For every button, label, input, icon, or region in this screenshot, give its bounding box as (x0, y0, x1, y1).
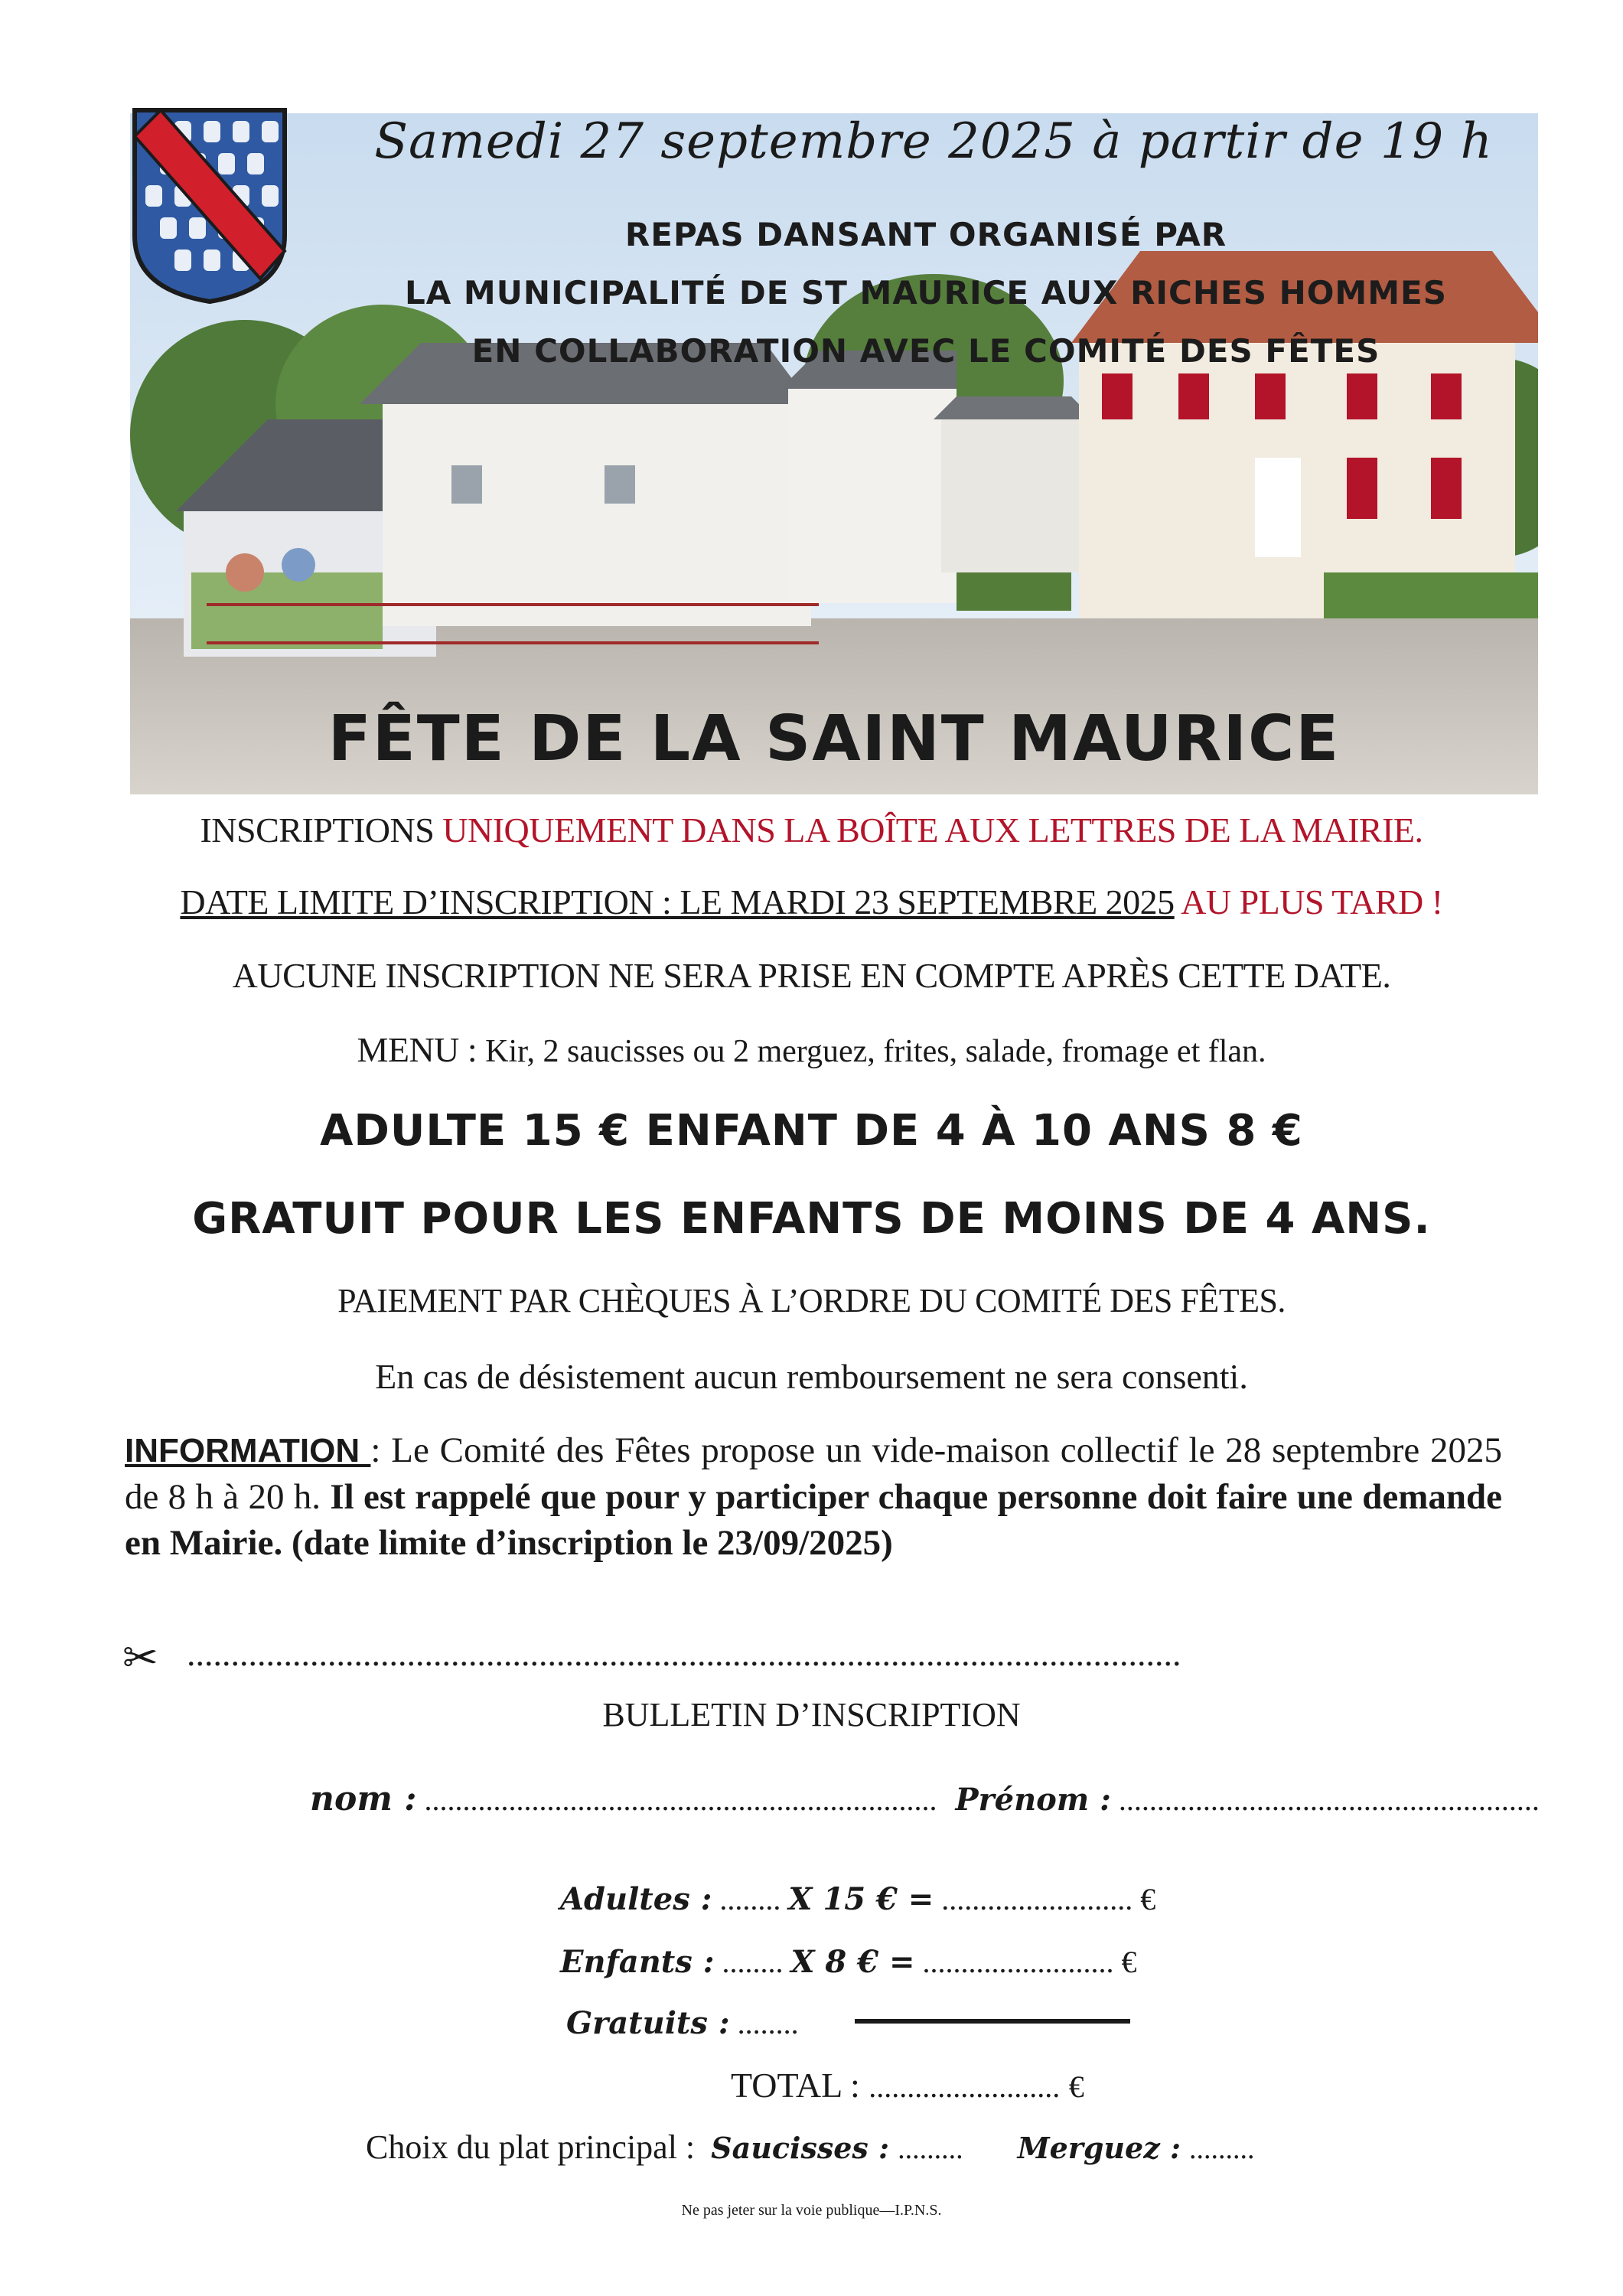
organizer-line-3: EN COLLABORATION AVEC LE COMITÉ DES FÊTES (471, 332, 1380, 370)
information-label: INFORMATION (125, 1432, 371, 1469)
enfants-count-field[interactable]: ........ (722, 1945, 784, 1979)
cut-line (122, 1633, 1530, 1687)
information-paragraph (125, 1427, 1502, 1566)
nom-label: nom : (310, 1779, 417, 1818)
event-date-heading: Samedi 27 septembre 2025 à partir de 19 h (374, 113, 1493, 170)
enfants-label: Enfants : (560, 1944, 715, 1980)
gratuits-row (566, 2005, 799, 2041)
payment-notice: PAIEMENT PAR CHÈQUES À L’ORDRE DU COMITÉ DES FÊTES. (337, 1282, 1286, 1319)
total-row (731, 2065, 1084, 2105)
deadline-text: DATE LIMITE D’INSCRIPTION : LE MARDI 23 SEPTEMBRE 2025 (180, 882, 1175, 921)
menu-line (0, 1029, 1623, 1070)
prenom-field[interactable]: ....................................................... (1118, 1782, 1540, 1817)
total-currency: € (1068, 2069, 1084, 2104)
menu-label: MENU : (357, 1030, 486, 1069)
event-title: FÊTE DE LA SAINT MAURICE (328, 703, 1341, 775)
saucisses-field[interactable]: ......... (898, 2133, 963, 2165)
adultes-multiplier: X 15 € = (788, 1881, 934, 1917)
saucisses-label: Saucisses : (711, 2131, 890, 2165)
adultes-label: Adultes : (560, 1881, 712, 1917)
deadline-highlight: AU PLUS TARD ! (1174, 882, 1443, 921)
gratuits-label: Gratuits : (566, 2005, 730, 2041)
gratuits-count-field[interactable]: ........ (737, 2006, 799, 2040)
merguez-label: Merguez : (1017, 2131, 1181, 2165)
main-dish-label: Choix du plat principal : (366, 2128, 696, 2166)
merguez-field[interactable]: ......... (1189, 2133, 1255, 2165)
adultes-count-field[interactable]: ........ (719, 1882, 781, 1916)
coat-of-arms-logo (130, 106, 289, 305)
information-text: Le Comité des Fêtes propose un vide-maison collectif le 28 septembre 2025 de 8 h à 20 h. (125, 1430, 1503, 1517)
name-row (310, 1779, 1540, 1818)
total-field[interactable]: ......................... (869, 2069, 1061, 2104)
nom-field[interactable]: ................................................................... (424, 1782, 937, 1817)
scissors-icon: ✂ (122, 1633, 158, 1683)
total-label: TOTAL : (731, 2066, 860, 2105)
deadline-notice (0, 882, 1623, 922)
footer-note: Ne pas jeter sur la voie publique—I.P.N.S. (681, 2202, 942, 2219)
inscriptions-highlight: UNIQUEMENT DANS LA BOÎTE AUX LETTRES DE LA MAIRIE. (442, 810, 1423, 850)
cut-dotted-line: ................................................................................................................. (187, 1634, 1181, 1673)
prenom-label: Prénom : (955, 1782, 1111, 1818)
no-registration-notice: AUCUNE INSCRIPTION NE SERA PRISE EN COMPTE APRÈS CETTE DATE. (232, 956, 1391, 995)
organizer-line-2: LA MUNICIPALITÉ DE ST MAURICE AUX RICHES HOMMES (405, 274, 1447, 311)
enfants-row (560, 1944, 1136, 1980)
adultes-result-field[interactable]: ......................... (941, 1882, 1133, 1916)
menu-items: Kir, 2 saucisses ou 2 merguez, frites, salade, fromage et flan. (485, 1034, 1266, 1069)
information-reminder: Il est rappelé que pour y participer chaque personne doit faire une demande en Mairie. (date limite d’inscription le 23/09/2025) (125, 1477, 1502, 1563)
enfants-currency: € (1121, 1945, 1137, 1979)
main-dish-row (366, 2128, 1255, 2167)
price-line: ADULTE 15 € ENFANT DE 4 À 10 ANS 8 € (320, 1106, 1303, 1156)
adultes-currency: € (1140, 1882, 1156, 1916)
organizer-line-1: REPAS DANSANT ORGANISÉ PAR (624, 216, 1227, 253)
inscriptions-prefix: INSCRIPTIONS (200, 810, 443, 850)
information-colon: : (370, 1430, 392, 1470)
form-title: BULLETIN D’INSCRIPTION (602, 1696, 1021, 1733)
free-children-line: GRATUIT POUR LES ENFANTS DE MOINS DE 4 ANS. (192, 1194, 1431, 1244)
enfants-result-field[interactable]: ......................... (922, 1945, 1114, 1979)
refund-notice: En cas de désistement aucun remboursement ne sera consenti. (375, 1357, 1248, 1396)
enfants-multiplier: X 8 € = (790, 1944, 915, 1980)
adultes-row (560, 1881, 1155, 1917)
inscriptions-notice (0, 810, 1623, 850)
gratuits-rule (855, 2019, 1130, 2024)
